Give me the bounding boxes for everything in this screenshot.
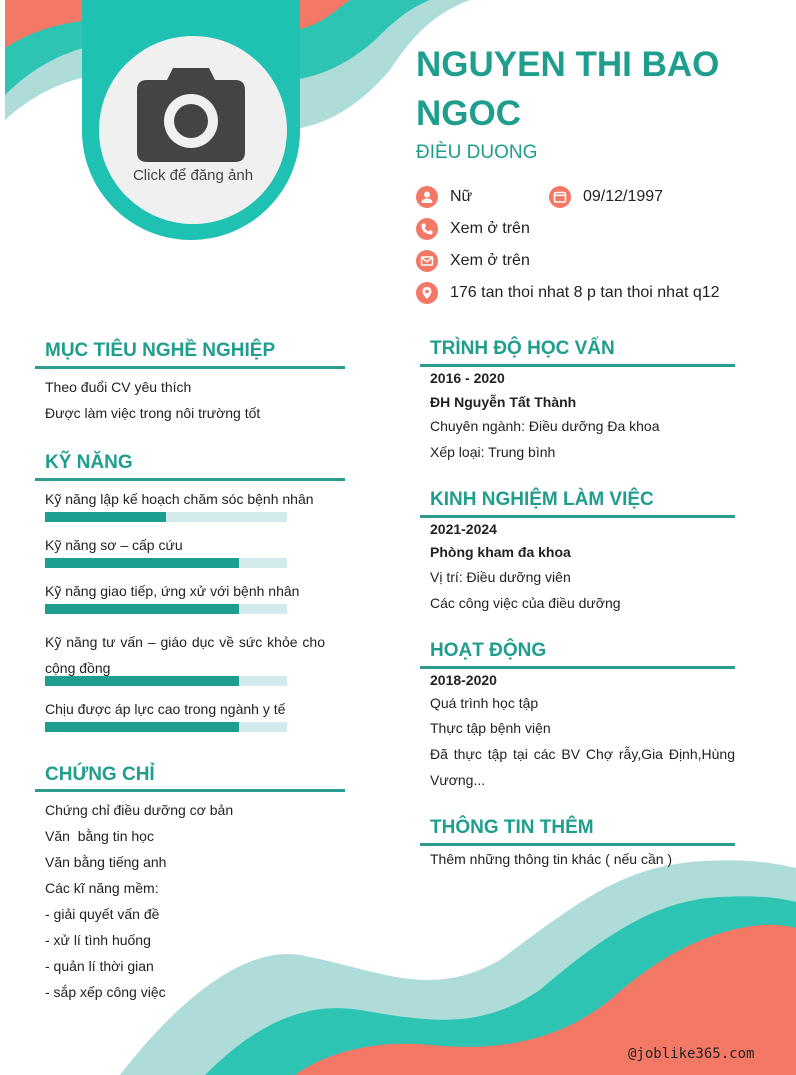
- calendar-icon: [549, 186, 571, 208]
- activities-divider: [420, 666, 735, 669]
- certificates-divider: [35, 789, 345, 792]
- gender-row: [416, 186, 472, 208]
- watermark: @joblike365.com: [628, 1046, 755, 1062]
- address-value: 176 tan thoi nhat 8 p tan thoi nhat q12: [450, 284, 720, 301]
- skill-bar-fill: [45, 676, 239, 686]
- additional-info-text: Thêm những thông tin khác ( nếu cần ): [430, 851, 673, 867]
- education-major: Chuyên ngành: Điều dưỡng Đa khoa: [430, 418, 660, 434]
- certificate-line: Chứng chỉ điều dưỡng cơ bản: [45, 802, 234, 818]
- experience-company: Phòng kham đa khoa: [430, 544, 571, 560]
- education-divider: [420, 364, 735, 367]
- activity-line: Đã thực tập tại các BV Chợ rẫy,Gia Định,Hùng Vương...: [430, 746, 735, 788]
- phone-row: [416, 218, 530, 240]
- additional-info-divider: [420, 843, 735, 846]
- skill-label: Kỹ năng tư vấn – giáo dục về sức khỏe cho cộng đồng: [45, 634, 325, 676]
- email-icon: [416, 250, 438, 272]
- user-icon: [416, 186, 438, 208]
- skill-label: Chịu được áp lực cao trong ngành y tế: [45, 701, 286, 717]
- education-school: ĐH Nguyễn Tất Thành: [430, 394, 577, 410]
- gender-value: Nữ: [450, 188, 473, 205]
- education-grade: Xếp loại: Trung bình: [430, 444, 556, 460]
- certificate-line: Văn bằng tiếng anh: [45, 854, 167, 870]
- certificate-line: - sắp xếp công việc: [45, 984, 166, 1000]
- address-row: [416, 282, 720, 304]
- certificate-line: Các kĩ năng mềm:: [45, 880, 159, 896]
- activities-period: 2018-2020: [430, 672, 497, 688]
- job-title: ĐIÈU DUONG: [416, 142, 538, 163]
- certificates-title: CHỨNG CHỈ: [45, 764, 155, 785]
- experience-title: KINH NGHIỆM LÀM VIỆC: [430, 489, 654, 510]
- experience-divider: [420, 515, 735, 518]
- email-value: Xem ở trên: [450, 252, 530, 269]
- birthdate-value: 09/12/1997: [583, 188, 664, 205]
- experience-description: Các công việc của điều dưỡng: [430, 595, 621, 611]
- activities-title: HOẠT ĐỘNG: [430, 640, 547, 661]
- career-objective-divider: [35, 366, 345, 369]
- career-objective-title: MỤC TIÊU NGHỀ NGHIỆP: [45, 340, 276, 361]
- skill-label: Kỹ năng lập kế hoạch chăm sóc bệnh nhân: [45, 491, 314, 507]
- certificate-line: - giải quyết vấn đề: [45, 906, 160, 922]
- activity-line: Thực tập bệnh viện: [430, 720, 551, 736]
- additional-info-title: THÔNG TIN THÊM: [430, 817, 594, 838]
- certificate-line: - xử lí tình huống: [45, 932, 151, 948]
- certificate-line: Văn bằng tin học: [45, 828, 154, 844]
- upload-photo-label[interactable]: Click để đăng ảnh: [132, 167, 254, 184]
- phone-icon: [416, 218, 438, 240]
- skill-label: Kỹ năng sơ – cấp cứu: [45, 537, 183, 553]
- objective-line: Được làm việc trong nôi trường tốt: [45, 405, 261, 421]
- objective-line: Theo đuổi CV yêu thích: [45, 379, 192, 395]
- candidate-name: NGUYEN THI BAO NGOC: [416, 45, 720, 133]
- education-period: 2016 - 2020: [430, 370, 505, 386]
- location-icon: [416, 282, 438, 304]
- birthdate-row: [549, 186, 663, 208]
- certificate-line: - quản lí thời gian: [45, 958, 154, 974]
- education-title: TRÌNH ĐỘ HỌC VẤN: [430, 338, 615, 359]
- skills-divider: [35, 478, 345, 481]
- experience-period: 2021-2024: [430, 521, 497, 537]
- skill-bar-fill: [45, 512, 166, 522]
- skill-label: Kỹ năng giao tiếp, ứng xử với bệnh nhân: [45, 583, 300, 599]
- email-row: [416, 250, 530, 272]
- skill-bar-fill: [45, 604, 239, 614]
- skills-title: KỸ NĂNG: [45, 452, 133, 473]
- experience-position: Vị trí: Điều dưỡng viên: [430, 569, 571, 585]
- skill-bar-fill: [45, 722, 239, 732]
- camera-icon: [137, 68, 245, 162]
- phone-value: Xem ở trên: [450, 220, 530, 237]
- activity-line: Quá trình học tập: [430, 695, 539, 711]
- skill-bar-fill: [45, 558, 239, 568]
